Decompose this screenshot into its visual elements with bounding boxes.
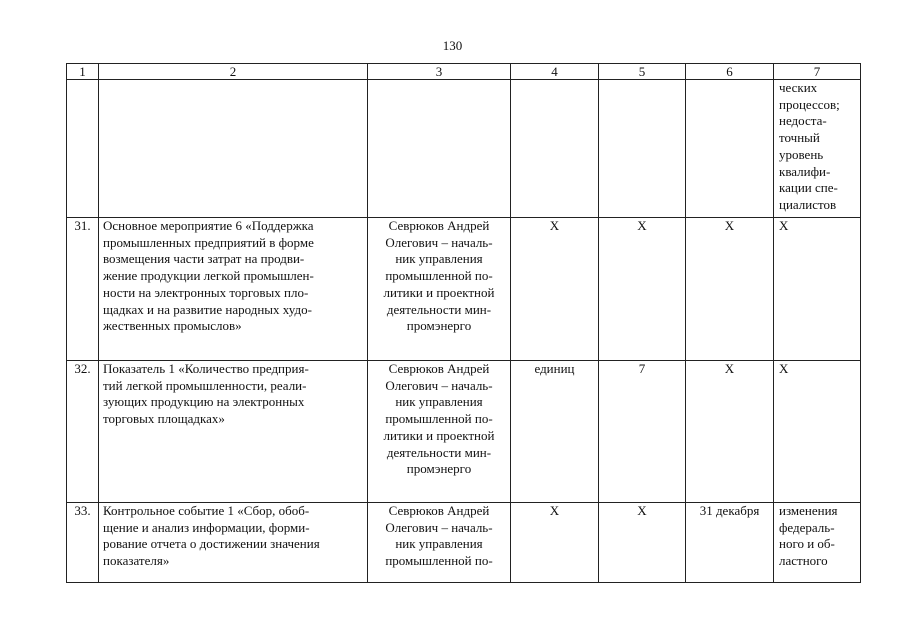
table-row [67,80,861,218]
row-number: 31. [67,218,99,361]
unit-cell [511,80,599,218]
measure-name: Основное мероприятие 6 «Поддержка промышленных предприятий в форме возмещения части затрат на продви- жение продукции легкой промышлен- ности на электронных торговых пло- щадках и на развитие народных худо- жественных промыслов» [99,218,368,361]
header-cell: 2 [99,64,368,80]
risks-cell: изменения федераль- ного и об- ластного [774,503,861,583]
measure-name: Контрольное событие 1 «Сбор, обоб- щение и анализ информации, форми- рование отчета о достижении значения показателя» [99,503,368,583]
header-cell: 6 [686,64,774,80]
deadline-cell: Х [686,218,774,361]
deadline-cell: Х [686,361,774,503]
measure-name [99,80,368,218]
risks-cell: Х [774,218,861,361]
row-number [67,80,99,218]
deadline-cell: 31 декабря [686,503,774,583]
header-row [67,64,861,80]
unit-cell: единиц [511,361,599,503]
table-row [67,361,861,503]
unit-cell: Х [511,218,599,361]
value-cell: Х [599,218,686,361]
responsible-person: Севрюков Андрей Олегович – началь- ник управления промышленной по- литики и проектной деятельности мин- промэнерго [368,361,511,503]
row-number: 32. [67,361,99,503]
risks-cell: ческих процессов; недоста- точный уровень квалифи- кации спе- циалистов [774,80,861,218]
header-cell: 1 [67,64,99,80]
header-cell: 5 [599,64,686,80]
responsible-person [368,80,511,218]
page-number: 130 [442,38,463,53]
header-cell: 3 [368,64,511,80]
table-row [67,218,861,361]
deadline-cell [686,80,774,218]
value-cell: 7 [599,361,686,503]
table-row [67,503,861,583]
value-cell: Х [599,503,686,583]
responsible-person: Севрюков Андрей Олегович – началь- ник управления промышленной по- литики и проектной деятельности мин- промэнерго [368,218,511,361]
responsible-person: Севрюков Андрей Олегович – началь- ник управления промышленной по- [368,503,511,583]
measure-name: Показатель 1 «Количество предприя- тий легкой промышленности, реали- зующих продукцию на электронных торговых площадках» [99,361,368,503]
header-cell: 7 [774,64,861,80]
plan-table [66,63,861,583]
unit-cell: Х [511,503,599,583]
risks-cell: Х [774,361,861,503]
value-cell [599,80,686,218]
header-cell: 4 [511,64,599,80]
row-number: 33. [67,503,99,583]
